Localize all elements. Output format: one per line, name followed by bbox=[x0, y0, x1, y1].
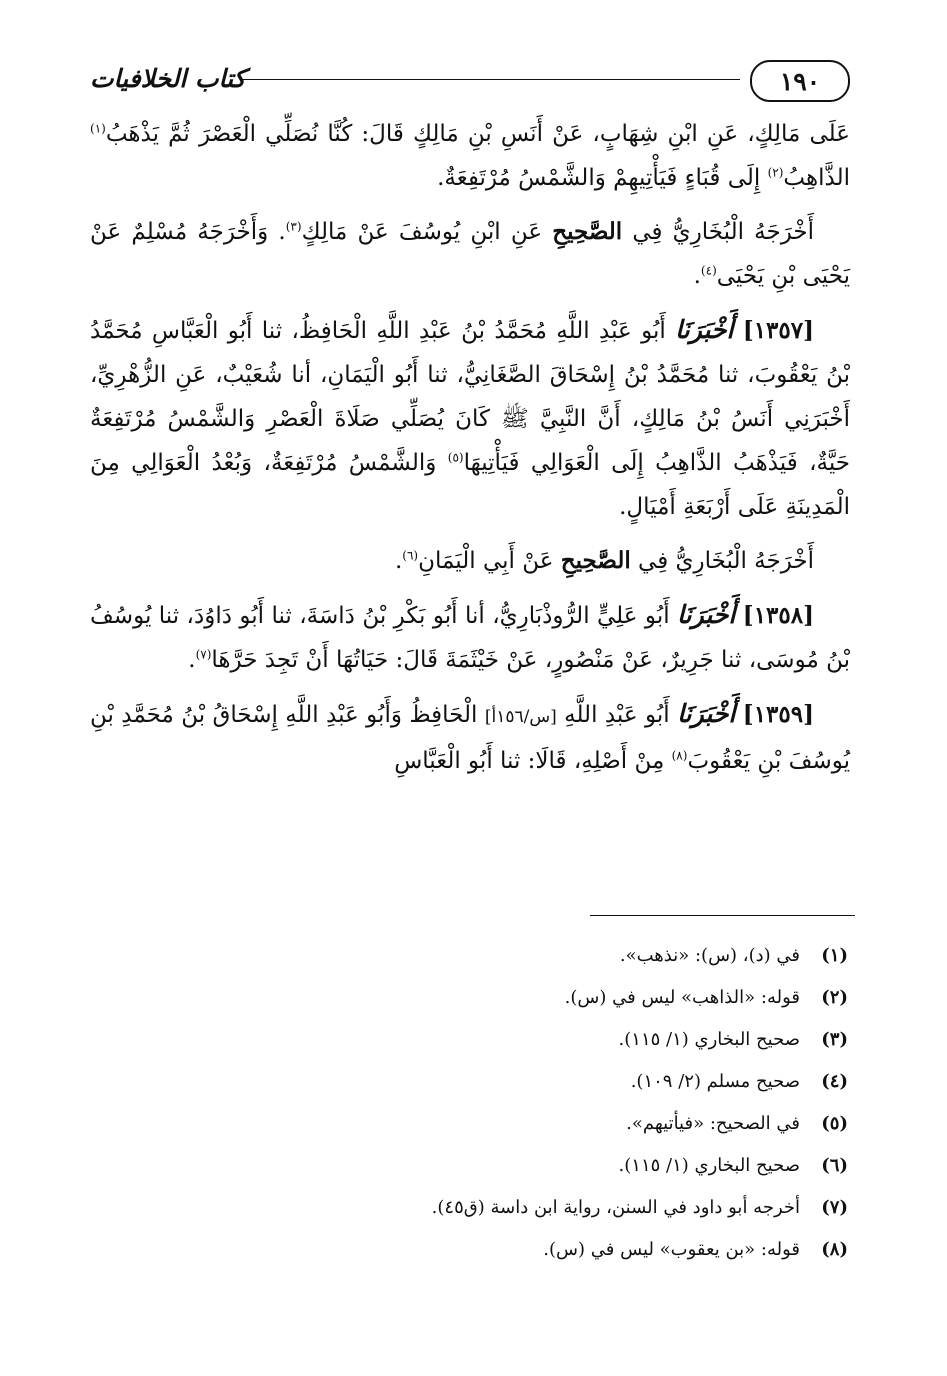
para-text: أَبُو عَلِيٍّ الرُّوذْبَارِيُّ، أنا أَبُو بَكْرِ بْنُ دَاسَةَ، ثنا أَبُو دَاوُدَ، ثنا يُوسُفُ بْنُ مُوسَى، ثنا جَرِيرٌ، عَنْ مَنْصُورٍ، عَنْ خَيْثَمَةَ قَالَ: حَيَاتُهَا أَنْ تَجِدَ حَرَّهَا bbox=[90, 603, 850, 673]
footnote-text: قوله: «بن يعقوب» ليس في (س). bbox=[543, 1239, 800, 1260]
footnote-2 bbox=[90, 977, 848, 1019]
footnote-ref: (٢) bbox=[767, 165, 784, 180]
footnote-separator bbox=[590, 915, 855, 916]
page-number-badge: ١٩٠ bbox=[750, 60, 850, 102]
footnote-ref: (٨) bbox=[671, 748, 688, 763]
footnote-mark: (٣) bbox=[821, 1029, 848, 1050]
para-text: مِنْ أَصْلِهِ، قَالَا: ثنا أَبُو الْعَبَّاسِ bbox=[394, 748, 672, 774]
footnote-text: صحيح البخاري (١/ ١١٥). bbox=[618, 1029, 800, 1050]
para-text: . bbox=[693, 263, 701, 289]
footnote-text: في (د)، (س): «نذهب». bbox=[619, 945, 800, 966]
paragraph-takhrij bbox=[90, 539, 850, 583]
para-text: عَنْ أَبِي الْيَمَانِ bbox=[418, 548, 561, 574]
footnote-ref: (٣) bbox=[285, 219, 302, 234]
sahih-label: الصَّحِيحِ bbox=[560, 547, 631, 574]
para-text: أَبُو عَبْدِ اللَّهِ مُحَمَّدُ بْنُ عَبْدِ اللَّهِ الْحَافِظُ، ثنا أَبُو الْعَبَّاسِ مُحَمَّدُ بْنُ يَعْقُوبَ، ثنا مُحَمَّدُ بْنُ إِسْحَاقَ الصَّغَانِيُّ، ثنا أَبُو الْيَمَانِ، أنا شُعَيْبٌ، عَنِ الزُّهْرِيِّ، أَخْبَرَنِي أَنَسُ بْنُ مَالِكٍ، أَنَّ النَّبِيَّ ﷺ كَانَ يُصَلِّي صَلَاةَ الْعَصْرِ وَالشَّمْسُ مُرْتَفِعَةٌ حَيَّةٌ، فَيَذْهَبُ الذَّاهِبُ إِلَى الْعَوَالِي فَيَأْتِيهَا bbox=[90, 318, 851, 476]
footnote-text: صحيح البخاري (١/ ١١٥). bbox=[618, 1155, 800, 1176]
book-title: كتاب الخلافيات bbox=[90, 64, 246, 93]
footnote-mark: (٤) bbox=[821, 1071, 848, 1092]
footnote-mark: (٧) bbox=[821, 1197, 848, 1218]
footnote-ref: (٤) bbox=[700, 263, 717, 278]
page-header bbox=[90, 58, 850, 106]
footnote-text: في الصحيح: «فيأتيهم». bbox=[626, 1113, 800, 1134]
footnote-ref: (٥) bbox=[447, 450, 464, 465]
footnote-mark: (٦) bbox=[821, 1155, 848, 1176]
footnote-5 bbox=[90, 1103, 848, 1145]
para-text: عَنِ ابْنِ يُوسُفَ عَنْ مَالِكٍ bbox=[301, 219, 553, 245]
para-text: الذَّاهِبُ bbox=[783, 165, 850, 191]
para-text: أَخْرَجَهُ الْبُخَارِيُّ فِي bbox=[630, 548, 814, 574]
hadith-lead-word: أَخْبَرَنَا bbox=[677, 699, 736, 728]
footnote-mark: (١) bbox=[821, 945, 848, 966]
hadith-1359 bbox=[90, 692, 850, 783]
footnote-ref: (١) bbox=[90, 121, 106, 136]
para-text: عَلَى مَالِكٍ، عَنِ ابْنِ شِهَابٍ، عَنْ أَنَسِ بْنِ مَالِكٍ قَالَ: كُنَّا نُصَلِّي الْعَصْرَ ثُمَّ يَذْهَبُ bbox=[105, 121, 850, 147]
footnote-6 bbox=[90, 1145, 848, 1187]
hadith-lead-word: أَخْبَرَنَا bbox=[675, 315, 734, 344]
para-text: الْحَافِظُ وَأَبُو عَبْدِ اللَّهِ إِسْحَاقُ بْنُ مُحَمَّدِ بْنِ يُوسُفَ بْنِ يَعْقُوبَ bbox=[90, 702, 850, 774]
hadith-lead-word: أَخْبَرَنَا bbox=[677, 600, 736, 629]
para-text: . bbox=[188, 647, 196, 673]
footnote-ref: (٧) bbox=[195, 647, 212, 662]
sahih-label: الصَّحِيحِ bbox=[552, 218, 623, 245]
footnote-mark: (٨) bbox=[821, 1239, 848, 1260]
para-text: وَالشَّمْسُ مُرْتَفِعَةٌ، وَبُعْدُ الْعَوَالِي مِنَ الْمَدِينَةِ عَلَى أَرْبَعَةِ أَمْيَالٍ. bbox=[90, 450, 850, 520]
para-text: إِلَى قُبَاءٍ فَيَأْتِيهِمْ وَالشَّمْسُ مُرْتَفِعَةٌ. bbox=[437, 165, 768, 191]
footnote-8 bbox=[90, 1229, 848, 1271]
hadith-number: [١٣٥٨] bbox=[742, 602, 814, 629]
footnote-1 bbox=[90, 935, 848, 977]
para-text: أَبُو عَبْدِ اللَّهِ bbox=[556, 702, 678, 728]
para-text: أَخْرَجَهُ الْبُخَارِيُّ فِي bbox=[622, 219, 814, 245]
footnotes-list bbox=[90, 935, 848, 1271]
paragraph-1 bbox=[90, 112, 850, 200]
footnote-text: صحيح مسلم (٢/ ١٠٩). bbox=[630, 1071, 800, 1092]
footnote-7 bbox=[90, 1187, 848, 1229]
hadith-number: [١٣٥٧] bbox=[742, 317, 815, 344]
main-text bbox=[90, 112, 850, 793]
footnote-mark: (٢) bbox=[821, 987, 848, 1008]
paragraph-2 bbox=[90, 210, 850, 298]
manuscript-ref: [س/١٥٦أ] bbox=[484, 707, 557, 727]
hadith-1357 bbox=[90, 308, 850, 529]
footnote-ref: (٦) bbox=[402, 548, 419, 563]
para-text: . bbox=[394, 548, 403, 574]
footnote-text: أخرجه أبو داود في السنن، رواية ابن داسة (ق٤٥). bbox=[431, 1197, 800, 1218]
header-rule bbox=[240, 79, 740, 80]
footnote-3 bbox=[90, 1019, 848, 1061]
footnote-text: قوله: «الذاهب» ليس في (س). bbox=[564, 987, 800, 1008]
footnote-mark: (٥) bbox=[821, 1113, 848, 1134]
para-text: . وَأَخْرَجَهُ مُسْلِمٌ عَنْ يَحْيَى بْنِ يَحْيَى bbox=[90, 219, 850, 289]
hadith-number: [١٣٥٩] bbox=[742, 701, 814, 728]
footnote-4 bbox=[90, 1061, 848, 1103]
hadith-1358 bbox=[90, 593, 850, 682]
